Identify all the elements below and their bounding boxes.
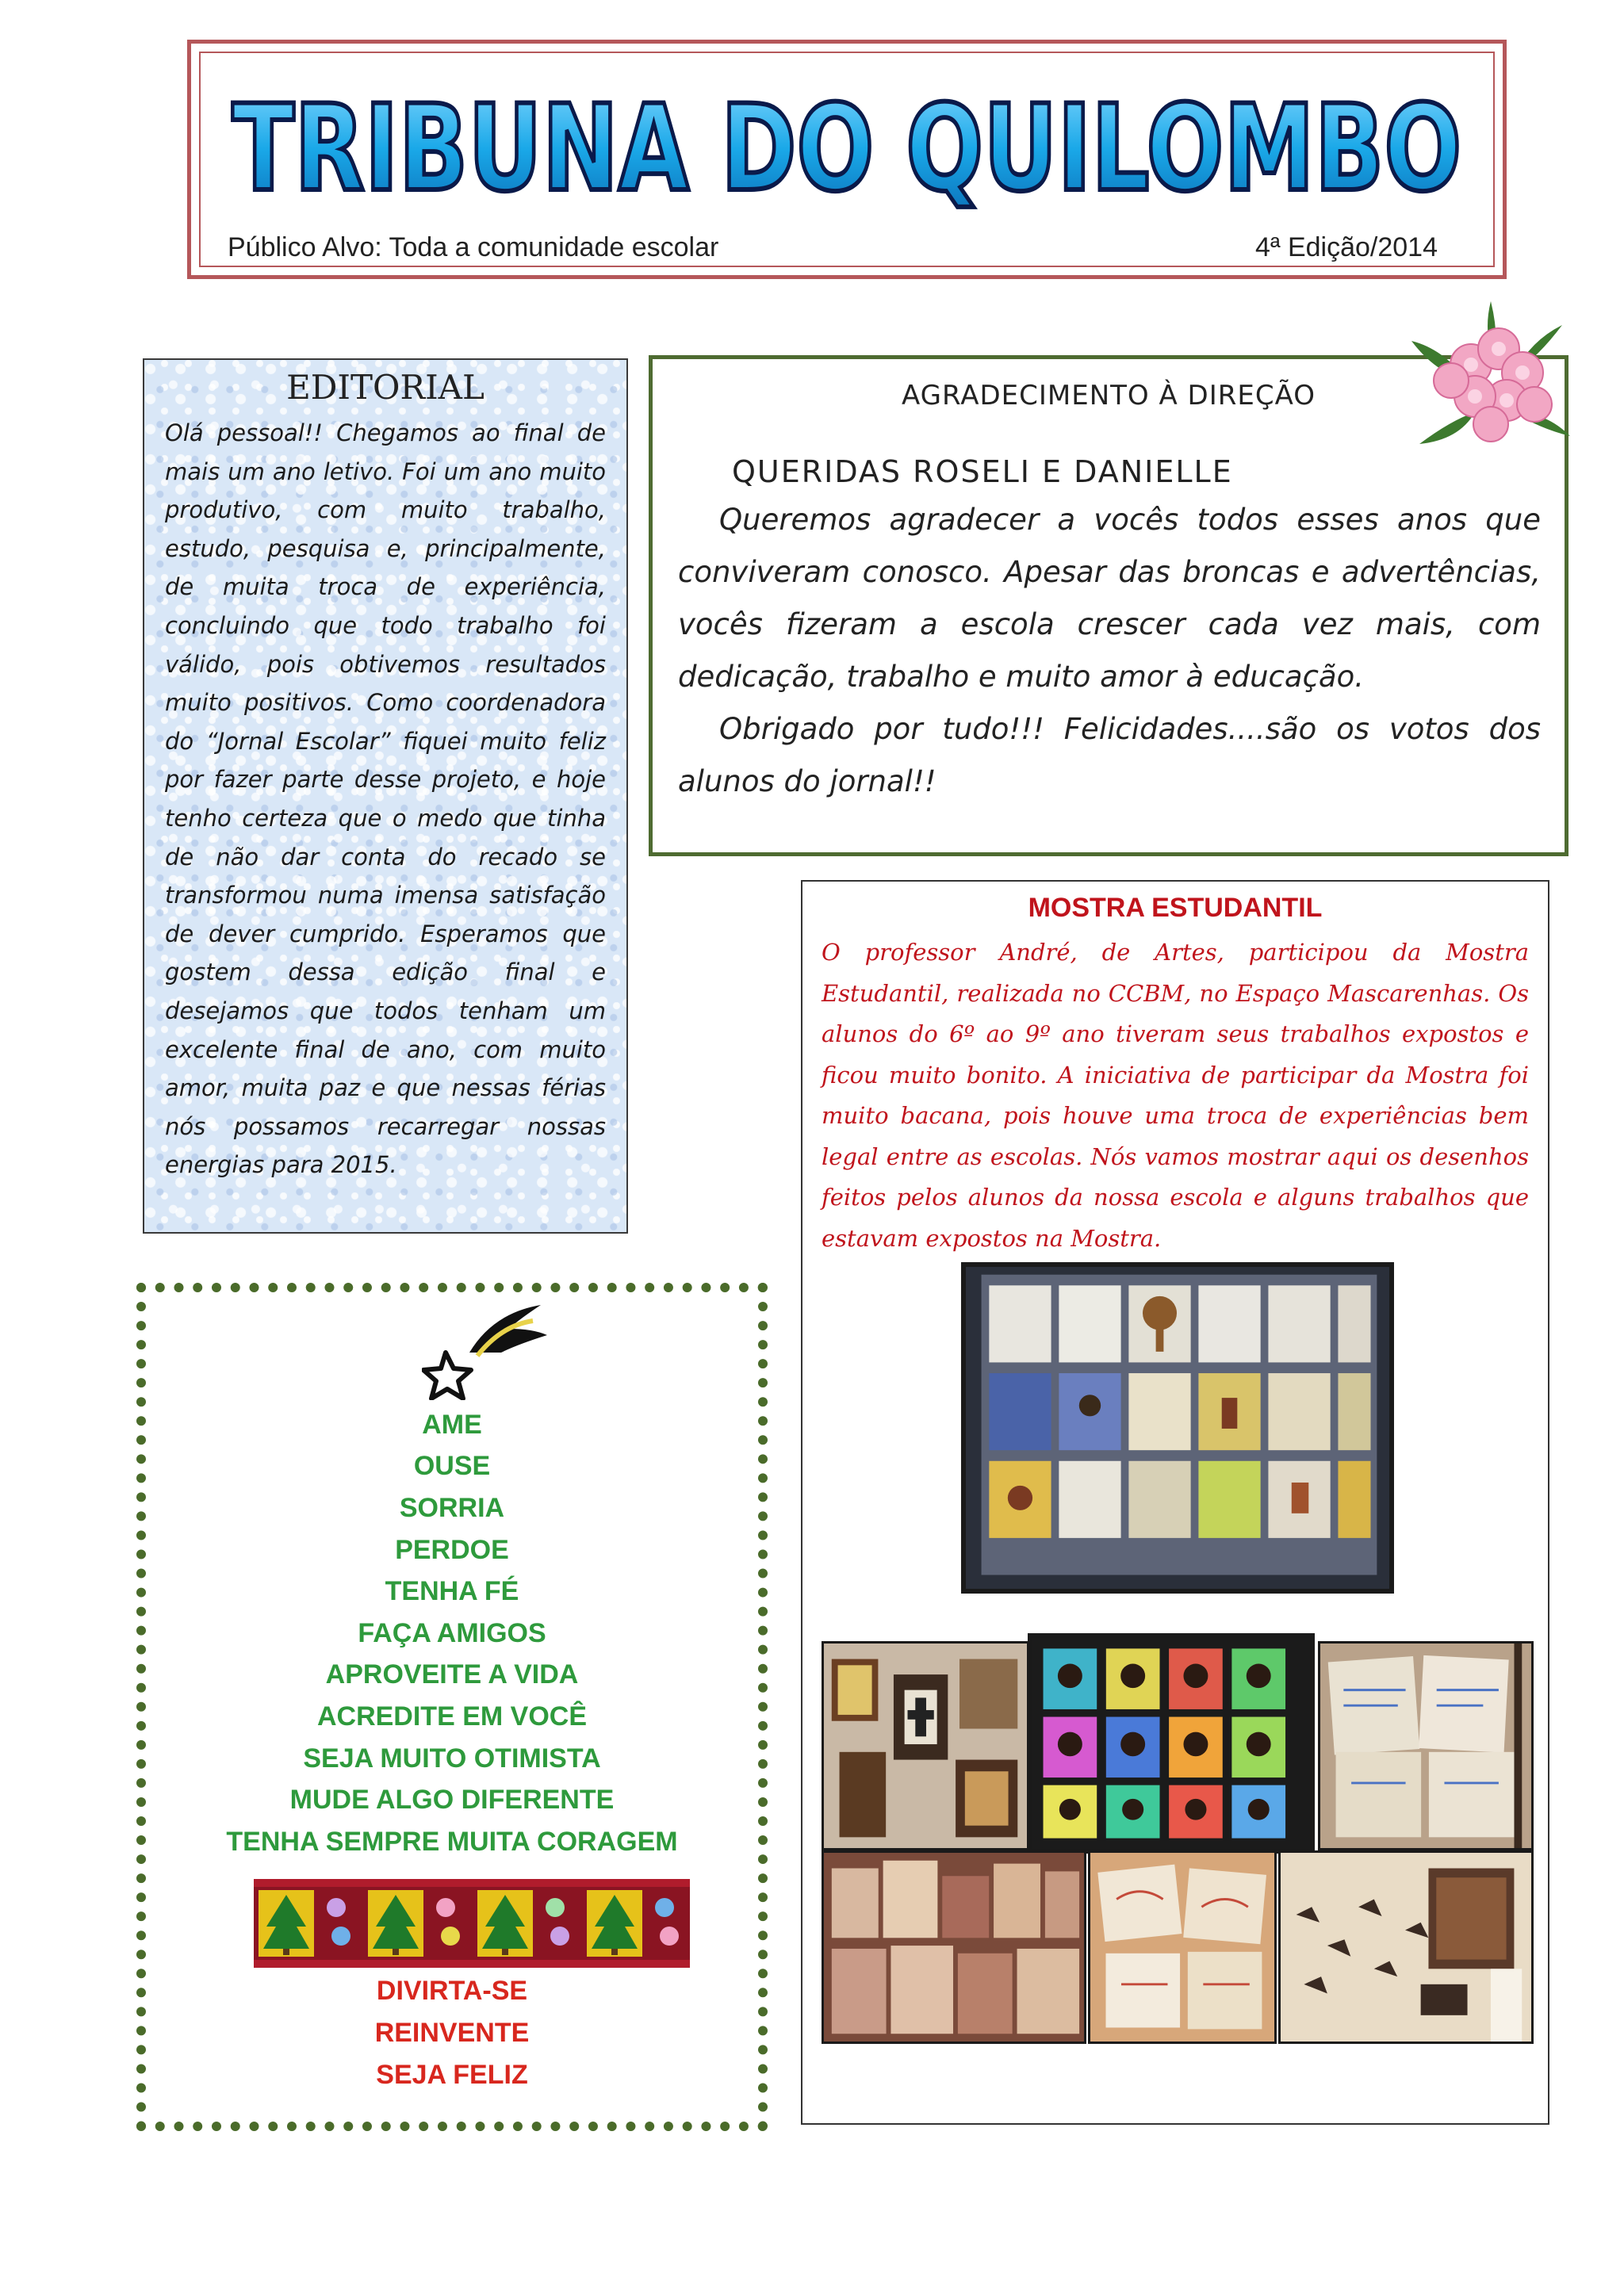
mostra-box (801, 880, 1549, 2125)
photo-city-collage (822, 1850, 1086, 2044)
edition-label: 4ª Edição/2014 (1255, 232, 1438, 262)
message-line: DIVIRTA-SE (376, 1976, 528, 2006)
message-line: MUDE ALGO DIFERENTE (289, 1785, 615, 1815)
mostra-text: O professor André, de Artes, participou da Mostra Estudantil, realizada no CCBM, no Espaço Mascarenhas. Os alunos do 6º ao 9º ano tiveram seus trabalhos expostos e ficou muito bonito. A iniciativa de participar da Mostra foi muito bacana, pois houve uma troca de experiências bem legal entre as escolas. Nós vamos mostrar aqui os desenhos feitos pelos alunos da nossa escola e alguns trabalhos que estavam expostos na Mostra. (822, 939, 1529, 1252)
christmas-band (254, 1879, 690, 1968)
thanks-paragraph-1: Queremos agradecer a vocês todos esses anos que conviveram conosco. Apesar das broncas e advertências, vocês fizeram a escola crescer cada vez mais, com dedicação, trabalho e muito amor à educação. (678, 503, 1541, 694)
message-line: SEJA FELIZ (376, 2060, 528, 2090)
masthead-inner-border (199, 52, 1495, 267)
message-line: SEJA MUITO OTIMISTA (303, 1743, 601, 1774)
message-line: FAÇA AMIGOS (358, 1618, 546, 1648)
target-audience: Público Alvo: Toda a comunidade escolar (228, 232, 719, 262)
photo-drawings-table (1088, 1850, 1277, 2044)
message-line: OUSE (413, 1451, 491, 1481)
editorial-heading: EDITORIAL (286, 368, 485, 407)
thanks-paragraph-2: Obrigado por tudo!!! Felicidades....são os votos dos alunos do jornal!! (678, 712, 1541, 798)
thanks-heading: AGRADECIMENTO À DIREÇÃO (901, 380, 1316, 411)
editorial-box (143, 358, 628, 1234)
message-line: TENHA FÉ (385, 1576, 519, 1606)
photo-paper-sheets (1318, 1641, 1534, 1850)
photo-colorful-portraits (1028, 1633, 1315, 1854)
message-line: APROVEITE A VIDA (325, 1659, 579, 1689)
photo-drawings-wall (961, 1262, 1394, 1594)
message-line: ACREDITE EM VOCÊ (316, 1701, 588, 1732)
message-line: AME (422, 1410, 482, 1440)
shooting-star-icon (422, 1297, 549, 1400)
thanks-salutation: QUERIDAS ROSELI E DANIELLE (732, 454, 1233, 489)
newspaper-title (201, 71, 1493, 229)
newspaper-title-art (201, 71, 1493, 229)
message-line: REINVENTE (374, 2018, 530, 2048)
flower-icon (1396, 293, 1586, 468)
photo-hanging-art (1278, 1850, 1534, 2044)
message-line: TENHA SEMPRE MUITA CORAGEM (226, 1827, 678, 1857)
thanks-text (678, 494, 1541, 808)
masthead (187, 40, 1507, 279)
photo-frames (822, 1641, 1029, 1850)
editorial-text: Olá pessoal!! Chegamos ao final de mais um ano letivo. Foi um ano muito produtivo, com muito trabalho, estudo, pesquisa e, principalmente, de muita troca de experiência, concluindo que todo trabalho foi válido, pois obtivemos resultados muito positivos. Como coordenadora do “Jornal Escolar” fiquei muito feliz por fazer parte desse projeto, e hoje tenho certeza que o medo que tinha de não dar conta do recado se transformou numa imensa satisfação de dever cumprido. Esperamos que gostem dessa edição final e desejamos que todos tenham um excelente final de ano, com muito amor, muita paz e que nessas férias nós possamos recarregar nossas energias para 2015. (165, 419, 606, 1179)
message-line: PERDOE (395, 1535, 509, 1565)
mostra-heading: MOSTRA ESTUDANTIL (1028, 893, 1323, 923)
message-line: SORRIA (399, 1493, 505, 1523)
newspaper-title-text: TRIBUNA DO QUILOMBO (232, 79, 1462, 219)
